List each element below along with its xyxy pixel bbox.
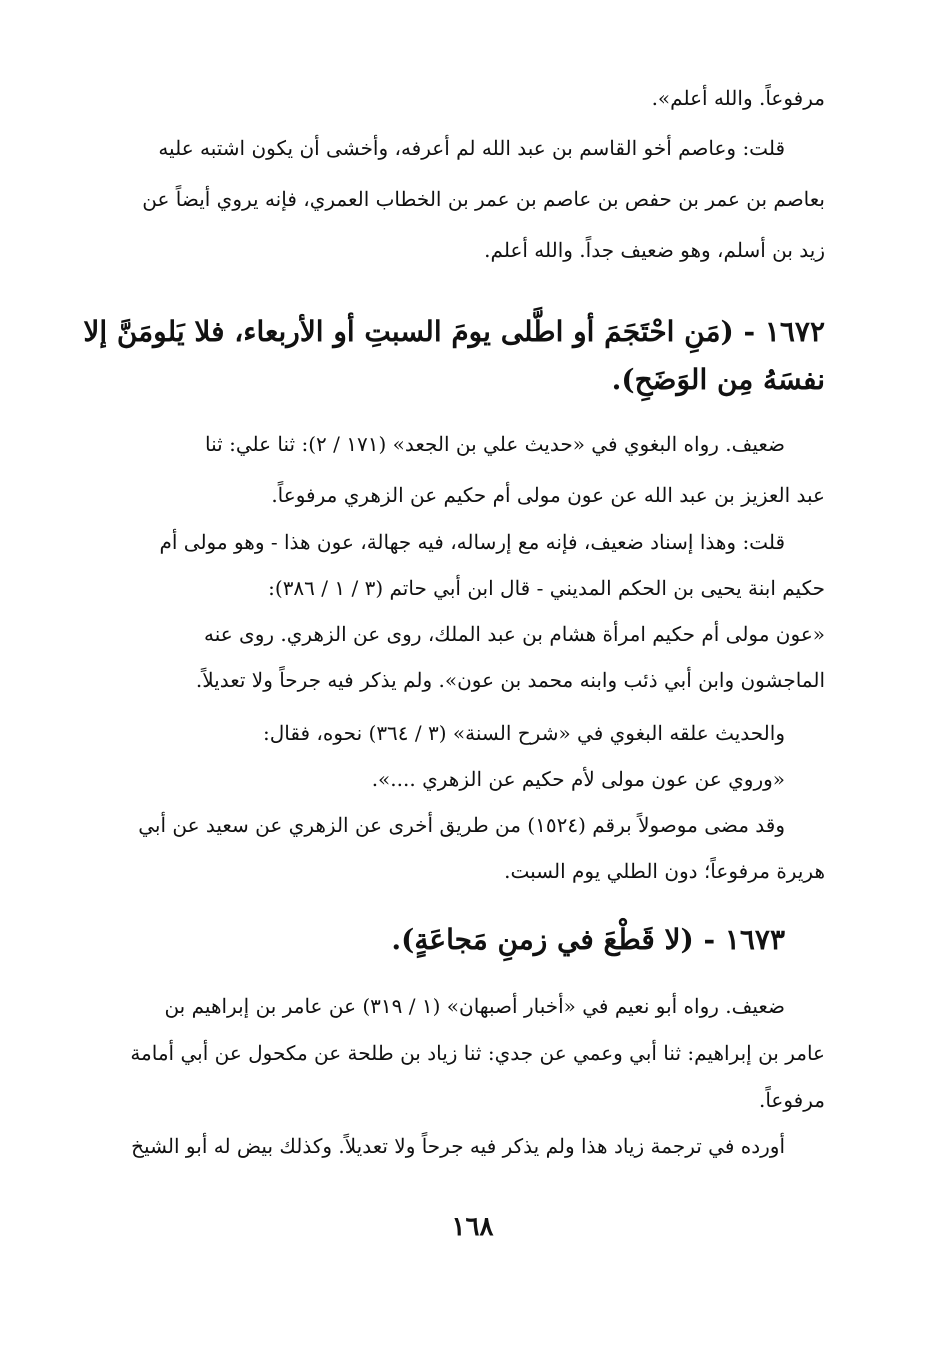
text-line: زيد بن أسلم، وهو ضعيف جداً. والله أعلم.	[484, 238, 825, 262]
paragraph-cross-reference	[78, 813, 825, 883]
hadith-heading-1672	[78, 315, 825, 397]
paragraph-ziyad-note	[78, 1134, 825, 1158]
paragraph-baghawi-sharh	[78, 721, 825, 791]
text-line: «وروي عن عون مولى لأم حكيم عن الزهري ....».	[371, 767, 785, 791]
text-line: عامر بن إبراهيم: ثنا أبي وعمي عن جدي: ثنا زياد بن طلحة عن مكحول عن أبي أمامة	[130, 1041, 825, 1065]
text-line: مرفوعاً.	[758, 1088, 825, 1112]
text-line: الماجشون وابن أبي ذئب وابنه محمد بن عون». ولم يذكر فيه جرحاً ولا تعديلاً.	[195, 668, 825, 692]
paragraph-grading-1672	[78, 432, 825, 507]
text-line: عبد العزيز بن عبد الله عن عون مولى أم حكيم عن الزهري مرفوعاً.	[271, 483, 825, 507]
text-line: قلت: وعاصم أخو القاسم بن عبد الله لم أعرفه، وأخشى أن يكون اشتبه عليه	[158, 136, 785, 160]
hadith-heading-1673	[78, 923, 825, 957]
heading-line: ١٦٧٣ - (لا قَطْعَ في زمنِ مَجاعَةٍ).	[391, 923, 785, 956]
paragraph-continuation	[78, 86, 825, 110]
text-line: بعاصم بن عمر بن حفص بن عاصم بن عمر بن الخطاب العمري، فإنه يروي أيضاً عن	[142, 187, 825, 211]
text-line: هريرة مرفوعاً؛ دون الطلي يوم السبت.	[504, 859, 825, 883]
text-line: «عون مولى أم حكيم امرأة هشام بن عبد الملك، روى عن الزهري. روى عنه	[203, 622, 825, 646]
paragraph-quote-ibn-abi-hatim	[78, 622, 825, 692]
text-line: وقد مضى موصولاً برقم (١٥٢٤) من طريق أخرى عن الزهري عن سعيد عن أبي	[138, 813, 785, 837]
heading-line: نفسَهُ مِن الوَضَحِ).	[611, 363, 825, 396]
page-body	[78, 86, 825, 1158]
text-line: أورده في ترجمة زياد هذا ولم يذكر فيه جرحاً ولا تعديلاً. وكذلك بيض له أبو الشيخ	[131, 1134, 785, 1158]
heading-line: ١٦٧٢ - (مَنِ احْتَجَمَ أو اطَّلى يومَ السبتِ أو الأربعاء، فلا يَلومَنَّ إلا	[83, 315, 825, 348]
text-line: ضعيف. رواه أبو نعيم في «أخبار أصبهان» (١ / ٣١٩) عن عامر بن إبراهيم بن	[164, 994, 785, 1018]
paragraph-grading-1673	[78, 994, 825, 1112]
text-line: حكيم ابنة يحيى بن الحكم المديني - قال ابن أبي حاتم (٣ / ١ / ٣٨٦):	[268, 576, 825, 600]
paragraph-note-asim	[78, 136, 825, 262]
text-line: والحديث علقه البغوي في «شرح السنة» (٣ / ٣٦٤) نحوه، فقال:	[263, 721, 785, 745]
page-number: ١٦٨	[451, 1212, 494, 1242]
paragraph-isnad-critique	[78, 530, 825, 600]
text-line: ضعيف. رواه البغوي في «حديث علي بن الجعد» (١٧١ / ٢): ثنا علي: ثنا	[205, 432, 785, 456]
text-line: مرفوعاً. والله أعلم».	[651, 86, 825, 110]
text-line: قلت: وهذا إسناد ضعيف، فإنه مع إرساله، فيه جهالة، عون هذا - وهو مولى أم	[159, 530, 785, 554]
